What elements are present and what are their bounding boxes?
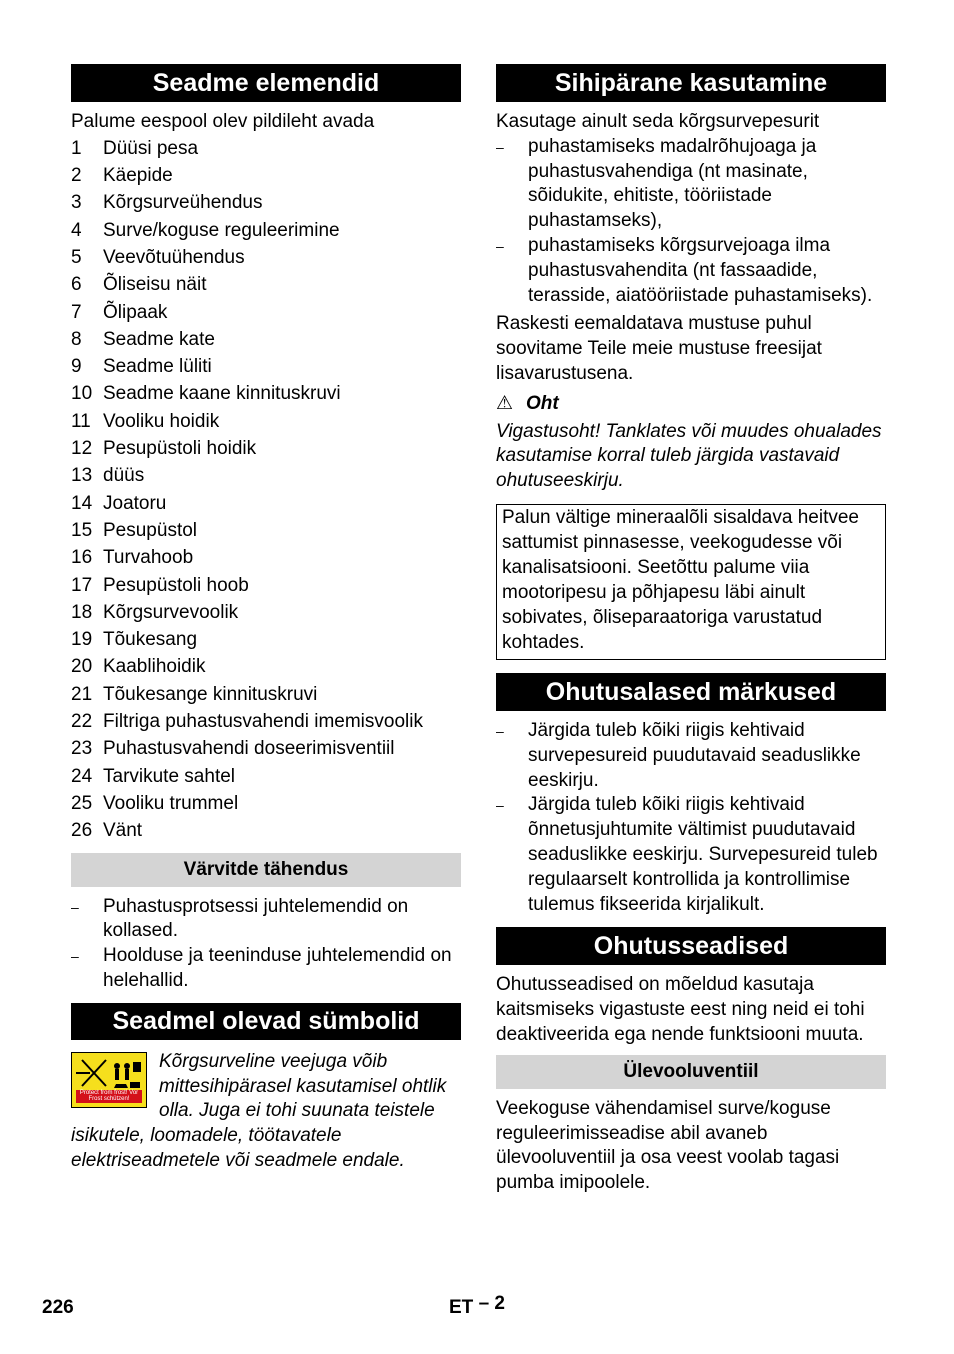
list-item bbox=[71, 189, 461, 216]
item-text: puhastamiseks madalrõhujoaga ja puhastusvahendiga (nt masinate, sõidukite, ehitiste, tööriistade puhastamseks), bbox=[528, 135, 817, 232]
item-number: 15 bbox=[71, 519, 93, 541]
list-item bbox=[71, 353, 461, 380]
pressure-warning-icon bbox=[71, 1052, 147, 1108]
item-number: 22 bbox=[71, 711, 93, 733]
item-number: 9 bbox=[71, 356, 82, 378]
item-number: 14 bbox=[71, 492, 93, 514]
item-text: Käepide bbox=[103, 165, 173, 187]
danger-heading bbox=[496, 392, 886, 417]
dash-bullet: – bbox=[496, 138, 504, 155]
item-text: Pesupüstoli hoidik bbox=[103, 438, 257, 460]
section-title-intended-use: Sihipärane kasutamine bbox=[496, 64, 886, 102]
item-number: 19 bbox=[71, 629, 93, 651]
dirt-text: Raskesti eemaldatava mustuse puhul soovitame Teile meie mustuse freesijat lisavarustusena. bbox=[496, 313, 822, 384]
item-text: Surve/koguse reguleerimine bbox=[103, 219, 340, 241]
item-number: 18 bbox=[71, 601, 93, 623]
symbol-block bbox=[71, 1050, 461, 1174]
item-number: 10 bbox=[71, 383, 93, 405]
item-text: Veevõtuühendus bbox=[103, 246, 245, 268]
section-title-safety-notes: Ohutusalased märkused bbox=[496, 673, 886, 711]
danger-label: Oht bbox=[526, 392, 559, 414]
item-text: Järgida tuleb kõiki riigis kehtivaid õnnetusjuhtumite vältimist puudutavaid seaduslikke eeskirju. Survepesureid tuleb regulaarselt kontrollida ja kontrollimise tulemus fikseerida kirjalikult. bbox=[528, 794, 878, 915]
list-item bbox=[71, 735, 461, 762]
item-text: Kõrgsurvevoolik bbox=[103, 601, 239, 623]
item-text: Joatoru bbox=[103, 492, 167, 514]
right-column bbox=[496, 64, 886, 1196]
list-item bbox=[71, 244, 461, 271]
section-title-device-elements: Seadme elemendid bbox=[71, 64, 461, 102]
item-number: 5 bbox=[71, 246, 82, 268]
frost-warning-label: Protect from frost! Vor Frost schützen! bbox=[76, 1090, 142, 1103]
list-item bbox=[71, 380, 461, 407]
dash-bullet: – bbox=[496, 237, 504, 254]
item-number: 21 bbox=[71, 683, 93, 705]
item-text: Tõukesange kinnituskruvi bbox=[103, 683, 318, 705]
footer-language bbox=[449, 1293, 505, 1319]
item-text: Düüsi pesa bbox=[103, 137, 199, 159]
item-text: Puhastusvahendi doseerimisventiil bbox=[103, 738, 395, 760]
list-item bbox=[496, 135, 886, 234]
dash-bullet: – bbox=[71, 948, 79, 965]
list-item bbox=[71, 944, 461, 994]
item-number: 16 bbox=[71, 547, 93, 569]
item-number: 17 bbox=[71, 574, 93, 596]
item-text: Vooliku trummel bbox=[103, 792, 239, 814]
list-item bbox=[71, 708, 461, 735]
list-item bbox=[71, 435, 461, 462]
list-item bbox=[71, 462, 461, 489]
item-number: 8 bbox=[71, 328, 82, 350]
list-item bbox=[71, 895, 461, 945]
item-text: Filtriga puhastusvahendi imemisvoolik bbox=[103, 711, 423, 733]
danger-text: Vigastusoht! Tanklates või muudes ohualades kasutamise korral tuleb järgida vastavaid ohutuseeskirju. bbox=[496, 420, 882, 492]
list-item bbox=[496, 234, 886, 308]
safety-devices-text: Ohutusseadised on mõeldud kasutaja kaitsmiseks vigastuste eest ning neid ei tohi deaktiveerida ega nende funktsiooni muuta. bbox=[496, 974, 865, 1045]
list-item bbox=[71, 653, 461, 680]
list-item bbox=[496, 719, 886, 793]
item-text: düüs bbox=[103, 465, 145, 487]
item-number: 11 bbox=[71, 410, 91, 432]
language-code: ET bbox=[449, 1297, 474, 1318]
item-text: Pesupüstol bbox=[103, 519, 198, 541]
item-number: 12 bbox=[71, 438, 93, 460]
list-item bbox=[71, 517, 461, 544]
list-item bbox=[71, 299, 461, 326]
intended-use-intro: Kasutage ainult seda kõrgsurvepesurit bbox=[496, 111, 820, 132]
overflow-valve-text: Veekoguse vähendamisel surve/koguse reguleerimisseadise abil avaneb ülevooluventiil ja osa veest voolab tagasi pumba imipoolele. bbox=[496, 1097, 840, 1194]
list-item bbox=[71, 817, 461, 844]
list-item bbox=[71, 599, 461, 626]
list-item bbox=[71, 217, 461, 244]
item-text: Puhastusprotsessi juhtelemendid on kollased. bbox=[103, 895, 409, 942]
item-number: 7 bbox=[71, 301, 82, 323]
left-column bbox=[71, 64, 461, 1174]
item-text: Seadme lüliti bbox=[103, 356, 212, 378]
color-meaning-list bbox=[71, 895, 461, 994]
item-number: 3 bbox=[71, 192, 82, 214]
item-text: Kõrgsurveühendus bbox=[103, 192, 263, 214]
item-number: 13 bbox=[71, 465, 93, 487]
item-text: Tõukesang bbox=[103, 629, 198, 651]
item-number: 6 bbox=[71, 274, 82, 296]
environment-notice-text: Palun vältige mineraalõli sisaldava heitvee sattumist pinnasesse, veekogudesse või kanalisatsiooni. Seetõttu palume viia mootoripesu ja põhjapesu läbi ainult sobivates, õliseparaatoriga varustatud kohtades. bbox=[502, 506, 859, 653]
item-text: Õliseisu näit bbox=[103, 274, 207, 296]
item-text: Seadme kaane kinnituskruvi bbox=[103, 383, 341, 405]
section-subtitle-overflow-valve: Ülevooluventiil bbox=[496, 1055, 886, 1089]
list-item bbox=[71, 681, 461, 708]
list-item bbox=[71, 572, 461, 599]
list-item bbox=[71, 763, 461, 790]
dash-bullet: – bbox=[496, 797, 504, 814]
item-number: 24 bbox=[71, 765, 93, 787]
item-text: Turvahoob bbox=[103, 547, 194, 569]
section-title-safety-devices: Ohutusseadised bbox=[496, 927, 886, 965]
item-number: 4 bbox=[71, 219, 82, 241]
item-text: Seadme kate bbox=[103, 328, 215, 350]
footer-subpage: – 2 bbox=[478, 1293, 505, 1314]
item-number: 26 bbox=[71, 820, 93, 842]
item-text: Kaablihoidik bbox=[103, 656, 206, 678]
list-item bbox=[71, 626, 461, 653]
list-item bbox=[496, 793, 886, 917]
dash-bullet: – bbox=[496, 722, 504, 739]
list-item bbox=[71, 408, 461, 435]
item-text: Vänt bbox=[103, 820, 143, 842]
environment-notice-box bbox=[496, 504, 886, 660]
page-number: 226 bbox=[42, 1297, 74, 1318]
item-number: 1 bbox=[71, 137, 82, 159]
warning-triangle-icon: ⚠ bbox=[496, 392, 514, 414]
list-item bbox=[71, 790, 461, 817]
dash-bullet: – bbox=[71, 898, 79, 915]
item-text: Tarvikute sahtel bbox=[103, 765, 236, 787]
item-number: 25 bbox=[71, 792, 93, 814]
list-item bbox=[71, 135, 461, 162]
elements-list bbox=[71, 135, 461, 845]
item-number: 20 bbox=[71, 656, 93, 678]
list-item bbox=[71, 162, 461, 189]
item-text: Vooliku hoidik bbox=[103, 410, 220, 432]
section-subtitle-colors: Värvitde tähendus bbox=[71, 853, 461, 887]
list-item bbox=[71, 271, 461, 298]
item-number: 23 bbox=[71, 738, 93, 760]
item-number: 2 bbox=[71, 165, 82, 187]
safety-notes-list bbox=[496, 719, 886, 917]
item-text: puhastamiseks kõrgsurvejoaga ilma puhastusvahendita (nt fassaadide, terasside, aiatööriistade puhastamiseks). bbox=[528, 234, 873, 306]
list-item bbox=[71, 326, 461, 353]
intro-text: Palume eespool olev pildileht avada bbox=[71, 111, 375, 132]
item-text: Hoolduse ja teeninduse juhtelemendid on helehallid. bbox=[103, 945, 452, 991]
list-item bbox=[71, 490, 461, 517]
item-text: Pesupüstoli hoob bbox=[103, 574, 249, 596]
section-title-symbols: Seadmel olevad sümbolid bbox=[71, 1003, 461, 1040]
symbol-description: Kõrgsurveline veejuga võib mittesihipärasel kasutamisel ohtlik olla. Juga ei tohi suunata teistele isikutele, loomadele, töötavatele elektriseadmetele või seadmele endale. bbox=[71, 1050, 447, 1171]
list-item bbox=[71, 544, 461, 571]
intended-use-list bbox=[496, 135, 886, 309]
item-text: Õlipaak bbox=[103, 301, 168, 323]
item-text: Järgida tuleb kõiki riigis kehtivaid survepesureid puudutavaid seaduslikke eeskirju. bbox=[528, 719, 861, 791]
